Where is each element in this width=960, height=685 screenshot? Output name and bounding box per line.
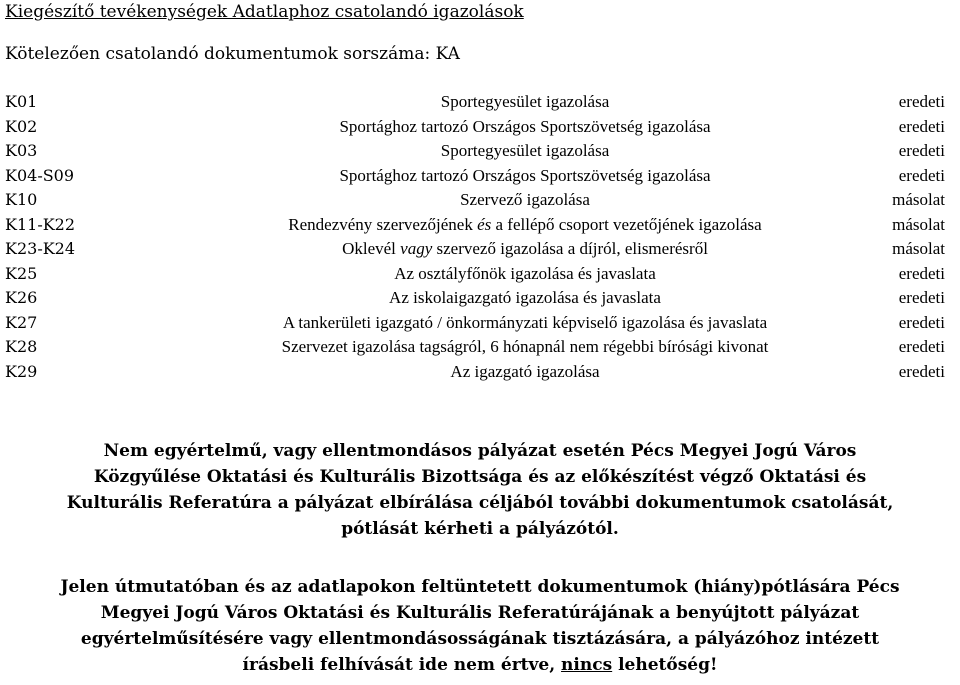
notice-2-last-line [6, 652, 954, 678]
document-type: eredeti [898, 263, 945, 283]
document-list [5, 90, 945, 384]
notice-2-last-after: lehetőség! [612, 655, 718, 675]
document-description [205, 164, 845, 188]
document-type: eredeti [898, 141, 945, 160]
document-description [205, 139, 845, 163]
table-row [5, 164, 945, 189]
description-text: Az osztályfőnök igazolása és javaslata [394, 263, 656, 283]
document-code: K29 [5, 361, 38, 381]
document-code: K23-K24 [5, 239, 76, 258]
document-description [205, 311, 845, 335]
document-description [205, 90, 845, 114]
document-code: K25 [5, 263, 38, 283]
document-code: K11-K22 [5, 214, 76, 234]
description-text: Az iskolaigazgató igazolása és javaslata [389, 288, 661, 307]
notice-2-line: Megyei Jogú Város Oktatási és Kulturális Referatúrájának a benyújtott pályázat [100, 603, 860, 623]
document-code: K28 [5, 337, 38, 356]
description-text: A tankerületi igazgató / önkormányzati képviselő igazolása és javaslata [282, 312, 768, 332]
document-description [205, 360, 845, 384]
description-text: Sportegyesület igazolása [440, 92, 610, 111]
document-description [205, 237, 845, 261]
notice-2-underlined-word: nincs [561, 655, 613, 675]
document-type: eredeti [898, 337, 945, 356]
document-description [205, 188, 845, 212]
notice-1-line: Kulturális Referatúra a pályázat elbírálása céljából további dokumentumok csatolását, [66, 493, 894, 513]
table-row [5, 286, 945, 311]
table-row [5, 115, 945, 140]
description-text: Rendezvény szervezőjének [288, 214, 478, 234]
notice-2-lines [6, 574, 954, 652]
document-code: K27 [5, 312, 38, 332]
description-text: Oklevél [342, 239, 401, 258]
notice-2-line: Jelen útmutatóban és az adatlapokon feltüntetett dokumentumok (hiány)pótlására Pécs [60, 577, 900, 597]
description-emphasis: vagy [400, 239, 433, 258]
document-code: K03 [5, 141, 38, 160]
document-code: K04-S09 [5, 165, 75, 185]
document-type: eredeti [898, 116, 945, 136]
description-text: Sportegyesület igazolása [440, 141, 610, 160]
document-type: másolat [892, 190, 945, 209]
notice-1-line: Nem egyértelmű, vagy ellentmondásos pályázat esetén Pécs Megyei Jogú Város [103, 441, 857, 461]
notice-paragraph-1 [6, 438, 954, 542]
table-row [5, 213, 945, 238]
document-code: K10 [5, 190, 38, 209]
description-text: Az igazgató igazolása [450, 361, 600, 381]
document-code: K26 [5, 288, 38, 307]
document-description [205, 335, 845, 359]
document-description [205, 213, 845, 237]
description-emphasis: és [477, 214, 492, 234]
page-title: Kiegészítő tevékenységek Adatlaphoz csatolandó igazolások [5, 2, 524, 22]
table-row [5, 262, 945, 287]
description-text: Sportághoz tartozó Országos Sportszövetség igazolása [339, 116, 711, 136]
description-text: a fellépő csoport vezetőjének igazolása [491, 214, 762, 234]
document-type: eredeti [898, 361, 945, 381]
table-row [5, 311, 945, 336]
description-text: szervező igazolása a díjról, elismerésről [432, 239, 708, 258]
document-code: K01 [5, 92, 38, 111]
table-row [5, 335, 945, 360]
table-row [5, 188, 945, 213]
document-type: eredeti [898, 288, 945, 307]
document-type: eredeti [898, 165, 945, 185]
description-text: Szervező igazolása [460, 190, 590, 209]
notice-2-last-before: írásbeli felhívását ide nem értve, [242, 655, 562, 675]
document-type: eredeti [898, 92, 945, 111]
notice-1-line: Közgyűlése Oktatási és Kulturális Bizottsága és az előkészítést végző Oktatási és [93, 467, 867, 487]
table-row [5, 237, 945, 262]
notice-1-line: pótlását kérheti a pályázótól. [341, 519, 619, 539]
document-description [205, 286, 845, 310]
document-type: másolat [892, 214, 945, 234]
description-text: Sportághoz tartozó Országos Sportszövetség igazolása [339, 165, 711, 185]
document-type: másolat [892, 239, 945, 258]
notice-2-line: egyértelműsítésére vagy ellentmondásosságának tisztázására, a pályázóhoz intézett [80, 629, 880, 649]
table-row [5, 360, 945, 385]
table-row [5, 139, 945, 164]
document-code: K02 [5, 116, 38, 136]
document-description [205, 262, 845, 286]
table-row [5, 90, 945, 115]
required-documents-subtitle: Kötelezően csatolandó dokumentumok sorszáma: KA [5, 44, 460, 64]
notice-paragraph-2 [6, 574, 954, 678]
document-description [205, 115, 845, 139]
description-text: Szervezet igazolása tagságról, 6 hónapnál nem régebbi bírósági kivonat [281, 337, 769, 356]
document-type: eredeti [898, 312, 945, 332]
